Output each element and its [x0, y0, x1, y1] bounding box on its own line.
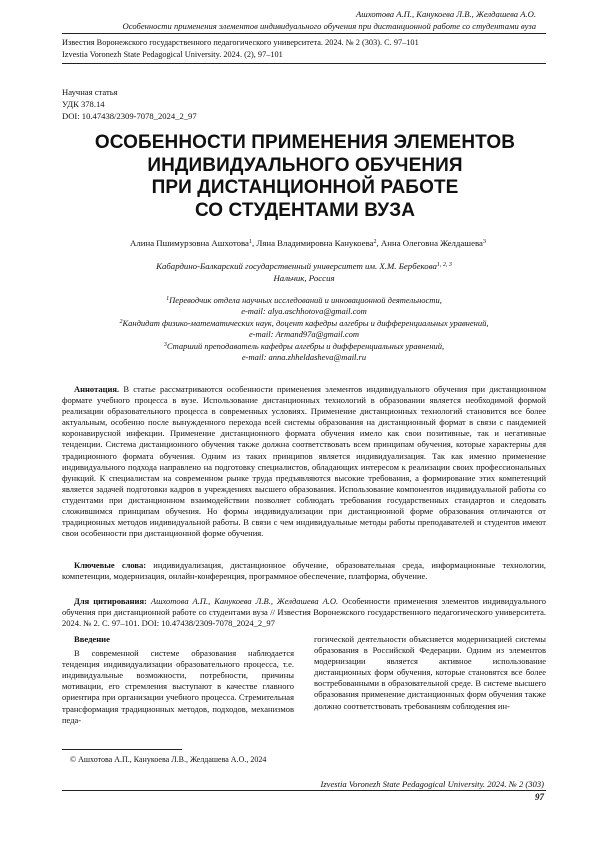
article-type: Научная статья	[62, 87, 118, 97]
footer-rule	[62, 790, 546, 791]
author-note	[62, 295, 546, 306]
author-email: e-mail: anna.zhheldasheva@mail.ru	[241, 352, 367, 363]
intro-column-right	[314, 634, 546, 712]
intro-heading: Введение	[74, 634, 110, 644]
udk: УДК 378.14	[62, 99, 105, 109]
citation-label: Для цитирования:	[74, 596, 147, 606]
title-line: ОСОБЕННОСТИ ПРИМЕНЕНИЯ ЭЛЕМЕНТОВ	[94, 132, 516, 153]
page-number: 97	[535, 792, 544, 802]
abstract-label: Аннотация.	[74, 384, 120, 394]
author-note	[62, 341, 546, 352]
author-name: Ляна Владимировна Канукоева	[256, 238, 374, 248]
author-name: Анна Олеговна Желдашева	[380, 238, 483, 248]
author-email: e-mail: Armand97a@gmail.com	[248, 329, 360, 340]
author-sup: 3	[482, 239, 486, 245]
footer-journal: Izvestia Voronezh State Pedagogical University. 2024. № 2 (303)	[320, 779, 544, 789]
citation	[62, 596, 546, 629]
note-sup: 2	[119, 318, 123, 325]
running-header-authors: Ашхотова А.П., Канукоева Л.В., Желдашева А.О.	[355, 9, 536, 19]
note-sup: 1	[166, 296, 170, 302]
intro-text-right: гогической деятельности объясняется модернизацией системы образования в Российской Федерации. Одним из элементов модернизации является активное использование дистанционных форм обучения, которые становятся все более востребованными в образовательной среде. В системе высшего образования применение дистанционных форм обучения также должно соответствовать требованиям соблюдения ин-	[314, 634, 546, 711]
abstract-text: В статье рассматриваются особенности применения элементов индивидуального обучения при дистанционном формате учебного процесса в вузе. Использование дистанционных технологий в образовании является необходимой формой реализации образовательного процесса в современных условиях. Применение дистанционных технологий становится все более актуальным, особенно после вынужденного перехода всей системы образования на дистанционный формат в связи с пандемией коронавирусной инфекции. Применение дистанционного формата обучения имело как свои позитивные, так и негативные тенденции. Система дистанционного обучения также должна соответствовать всем принципам обучения, которые характерны для традиционного формата обучения. Одним из таких принципов является индивидуализация. Так как именно применение индивидуального подхода направлено на подготовку специалистов, обладающих интересом к реализации своих профессиональных функций. К специалистам на современном рынке труда предъявляются высокие требования, а формирование этих компетенций является задачей подготовки кадров в учреждениях высшего образования. Использование компонентов индивидуальной работы со студентами при дистанционном взаимодействии позволяет соблюдать требования государственных стандартов и следовать сложившимся принципам обучения. Но формы индивидуализации при дистанционной форме образования отличаются от традиционных методов индивидуальной работы. В связи с чем индивидуальные методы работы преподавателей и студентов имеют свои особенности при дистанционной форме обучения.	[62, 384, 547, 539]
citation-text: Особенности применения элементов индивидуального обучения при дистанционной работе со студентами вуза // Известия Воронежского государственного педагогического университета. 2024. № 2. С. 97–101. DOI: 10.47438/2309-7078_2024_2_97	[62, 596, 547, 629]
affiliation-sup: 1, 2, 3	[436, 262, 452, 268]
title-line: ПРИ ДИСТАНЦИОННОЙ РАБОТЕ	[151, 177, 459, 198]
note-text: Кандидат физико-математических наук, доцент кафедры алгебры и дифференциальных уравнений,	[122, 317, 489, 328]
author-email: e-mail: alya.aschhotova@gmail.com	[241, 306, 367, 317]
keywords-text: индивидуализация, дистанционное обучение, образовательная среда, информационные технологии, компетенции, модернизация, онлайн-конференция, программное обеспечение, платформа, обучение.	[62, 560, 547, 582]
affiliation-city: Нальчик, Россия	[273, 273, 335, 283]
footnote-rule	[62, 749, 182, 750]
keywords	[62, 560, 546, 582]
author-sup: 2	[373, 239, 377, 245]
author-sup: 1	[248, 239, 252, 245]
abstract	[62, 384, 546, 539]
article-title	[40, 132, 570, 222]
university-name: Кабардино-Балкарский государственный университет им. Х.М. Бербекова	[156, 261, 437, 271]
author-list: Алина Пшимурзовна Ашхотова$^1$, Ляна Владимировна Канукоева$^2$, Анна Олеговна Желдашева$^3$	[130, 238, 486, 248]
author-notes	[62, 295, 546, 363]
note-sup: 3	[163, 341, 167, 348]
author-note	[62, 318, 546, 329]
note-text: Старший преподаватель кафедры алгебры и дифференциальных уравнений,	[166, 340, 445, 351]
pubinfo-rule	[62, 63, 546, 64]
running-header-title: Особенности применения элементов индивидуального обучения при дистанционной работе со студентами вуза	[122, 21, 536, 31]
citation-authors: Ашхотова А.П., Канукоева Л.В., Желдашева А.О.	[150, 596, 339, 606]
affiliation-university	[62, 261, 546, 273]
doi: DOI: 10.47438/2309-7078_2024_2_97	[62, 111, 197, 121]
copyright-footnote: © Ашхотова А.П., Канукоева Л.В., Желдашева А.О., 2024	[70, 755, 267, 764]
header-rule	[62, 33, 546, 34]
keywords-label: Ключевые слова:	[74, 560, 147, 570]
author-name: Алина Пшимурзовна Ашхотова	[130, 238, 249, 248]
title-line: ИНДИВИДУАЛЬНОГО ОБУЧЕНИЯ	[147, 154, 463, 176]
intro-text-left: В современной системе образования наблюдается тенденция индивидуализации образовательного процесса, т.е. индивидуальные возможности, потребности, причины мотивации, его стремления выступают в качестве главного ориентира при организации учебного процесса. Стремительная трансформация традиционных методов, подходов, механизмов педа-	[62, 648, 294, 725]
title-line: СО СТУДЕНТАМИ ВУЗА	[194, 199, 416, 221]
pubinfo-en: Izvestia Voronezh State Pedagogical University. 2024. (2), 97–101	[62, 50, 283, 59]
pubinfo-ru: Известия Воронежского государственного педагогического университета. 2024. № 2 (303). С. 97–101	[62, 38, 419, 47]
note-text: Переводчик отдела научных исследований и инновационной деятельности,	[169, 295, 442, 305]
intro-column-left	[62, 634, 294, 726]
